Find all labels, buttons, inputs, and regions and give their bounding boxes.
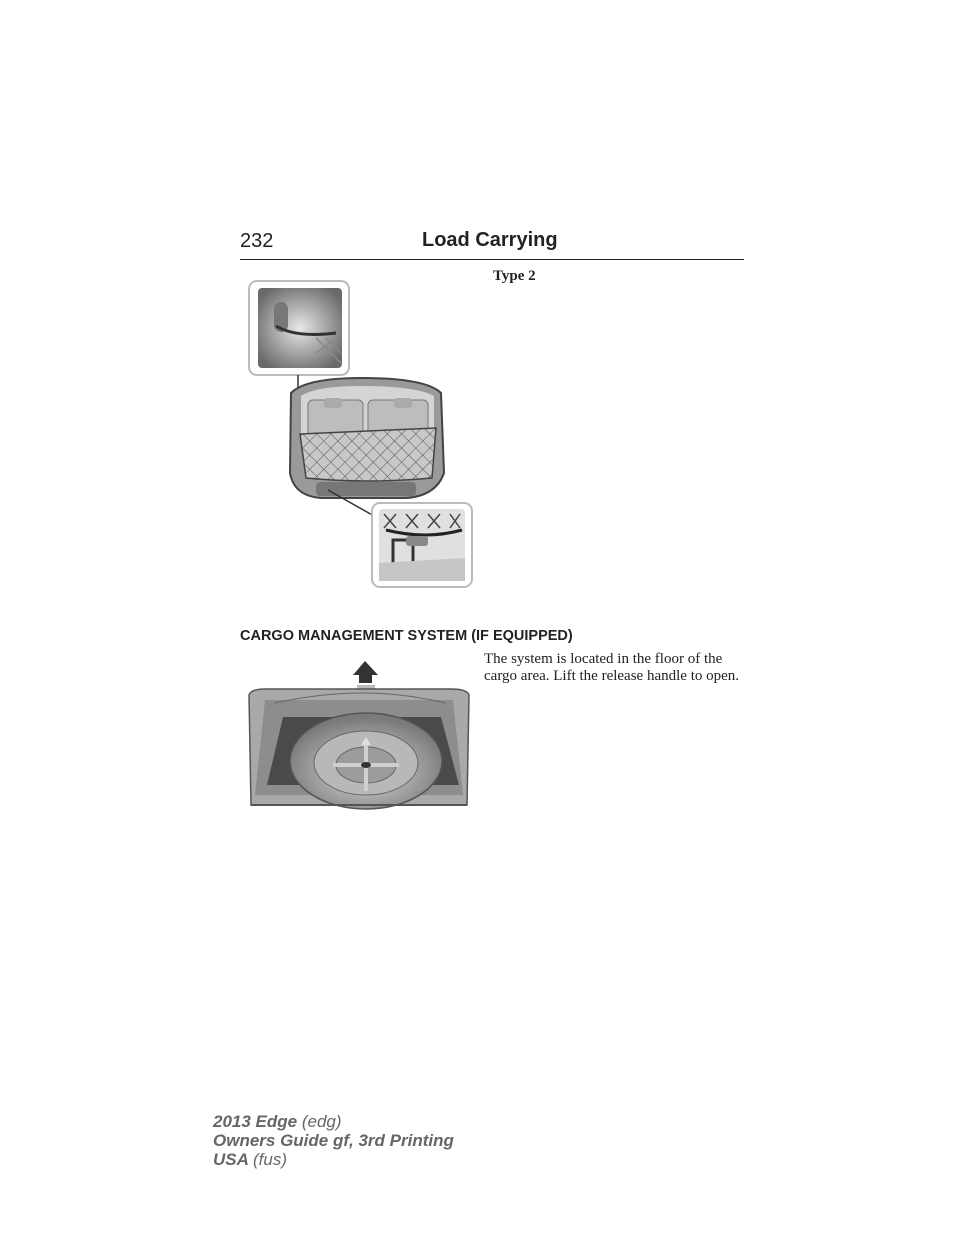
footer-market: USA [213, 1150, 249, 1169]
page-header [240, 228, 744, 260]
cargo-floor-storage-illustration [245, 655, 473, 813]
chapter-title: Load Carrying [422, 229, 558, 251]
footer-line-3 [213, 1150, 454, 1169]
page-footer [213, 1112, 454, 1169]
footer-model: 2013 Edge [213, 1112, 298, 1131]
section-body: The system is located in the floor of the cargo area. Lift the release handle to open. [484, 651, 740, 684]
footer-line-2: Owners Guide gf, 3rd Printing [213, 1131, 454, 1150]
section-heading: CARGO MANAGEMENT SYSTEM (IF EQUIPPED) [240, 628, 573, 644]
cargo-net-illustration [246, 278, 476, 590]
footer-line-1 [213, 1112, 454, 1131]
footer-market-code: (fus) [253, 1150, 287, 1169]
footer-model-code: (edg) [301, 1112, 342, 1131]
page-number: 232 [240, 230, 274, 252]
figure-caption: Type 2 [493, 268, 536, 284]
